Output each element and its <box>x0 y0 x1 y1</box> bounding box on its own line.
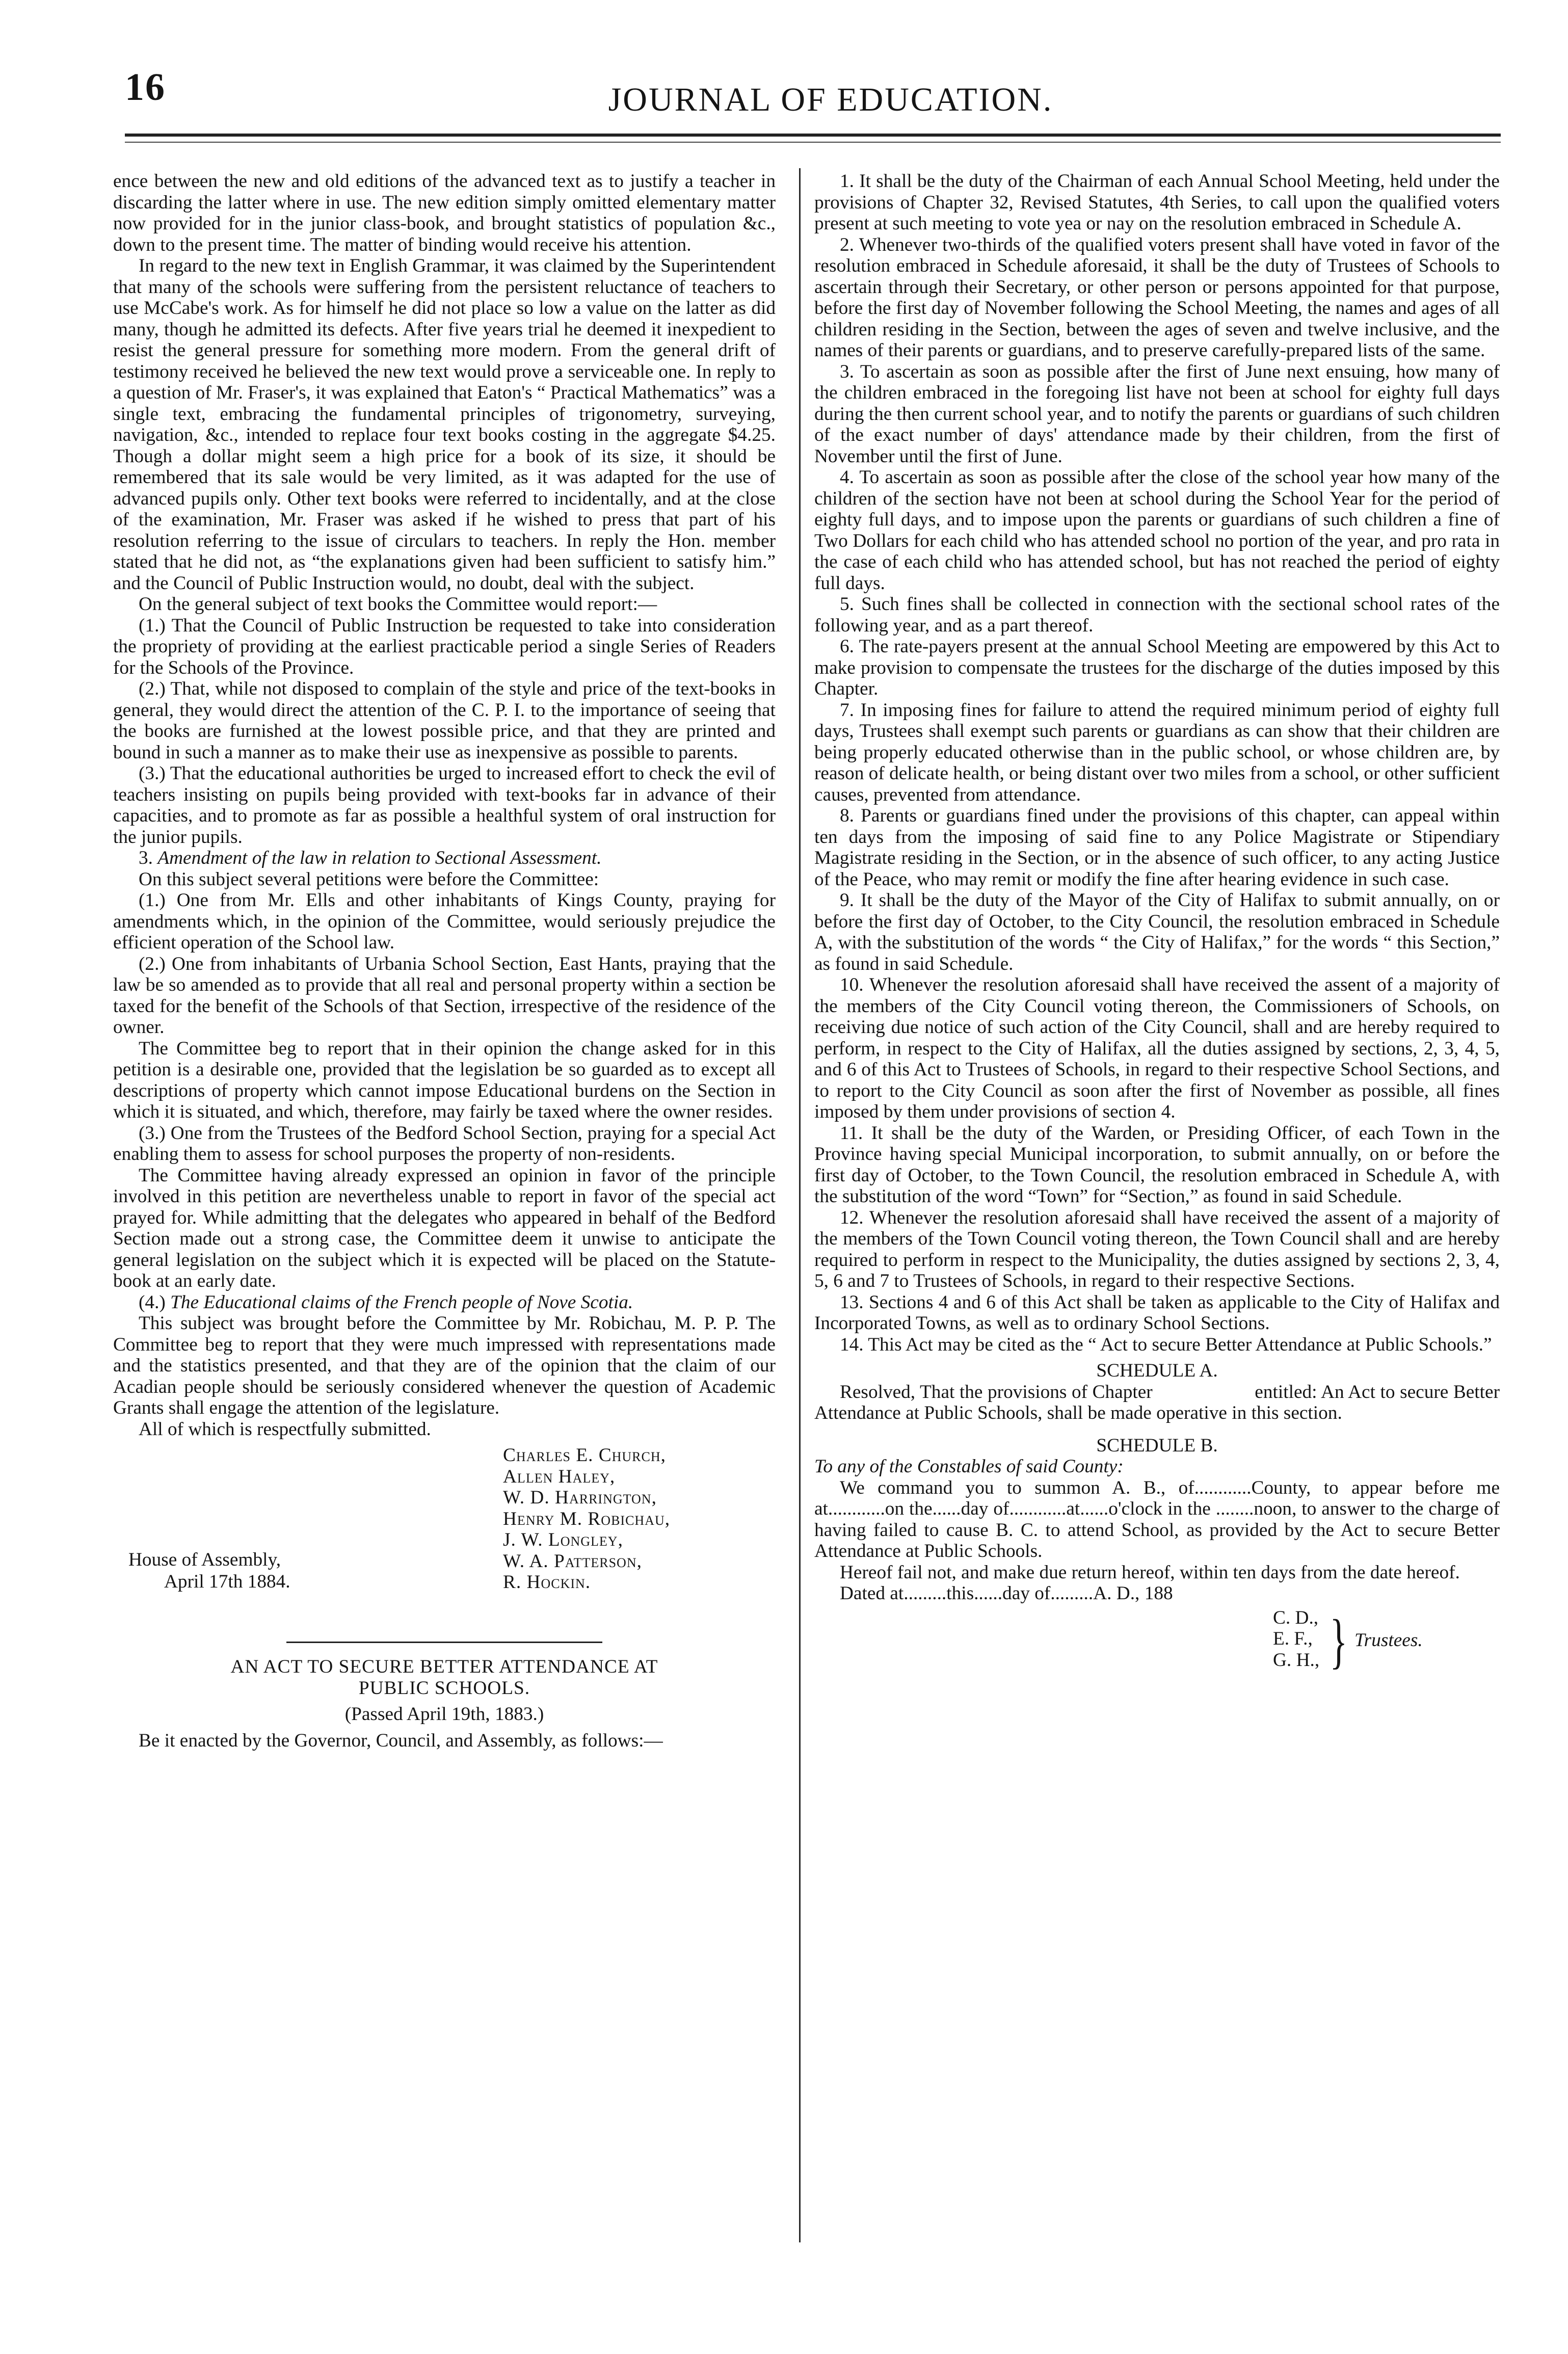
signer-name: Allen Haley, <box>503 1466 616 1487</box>
act-section-4: 4. To ascertain as soon as possible after the close of the school year how many of the children of the section have not been at school during the School Year for the period of eighty full days, and to impose upon the parents or guardians of such children a fine of Two Dollars for each child who has attended school no portion of the year, and pro rata in the case of each child who has attended school, but has not reached the period of eighty full days. <box>814 467 1500 594</box>
page-number: 16 <box>125 66 166 109</box>
schedule-a-title: SCHEDULE A. <box>1096 1360 1218 1381</box>
trustees-signature <box>814 1607 1500 1679</box>
trustees-label: Trustees. <box>1354 1629 1423 1651</box>
signer-name: W. D. Harrington, <box>503 1487 657 1508</box>
column-divider <box>799 168 801 2242</box>
act-title-line-1: AN ACT TO SECURE BETTER ATTENDANCE AT <box>230 1656 658 1677</box>
schedule-b-return: Hereof fail not, and make due return hereof, within ten days from the date hereof. <box>840 1562 1460 1583</box>
petition-3: (3.) One from the Trustees of the Bedford School Section, praying for a special Act enabling them to assess for school purposes the property of non-residents. <box>113 1122 776 1165</box>
section-heading-text: Amendment of the law in relation to Sectional Assessment. <box>157 848 602 868</box>
act-section-6: 6. The rate-payers present at the annual School Meeting are empowered by this Act to make provision to compensate the trustees for the discharge of the duties imposed by this Chapter. <box>814 636 1500 699</box>
schedule-b-address-text: To any of the Constables of said County: <box>814 1456 1124 1477</box>
section-heading-sectional-assessment <box>113 848 776 869</box>
recommendation-3: (3.) That the educational authorities be urged to increased effort to check the evil of teachers insisting on pupils being provided with text-books far in advance of their capacities, and to promote as far as possible a healthful system of oral instruction for the junior pupils. <box>113 763 776 848</box>
act-section-5: 5. Such fines shall be collected in connection with the sectional school rates of the following year, and as a part thereof. <box>814 594 1500 636</box>
act-section-2: 2. Whenever two-thirds of the qualified voters present shall have voted in favor of the resolution embraced in Schedule aforesaid, it shall be the duty of Trustees of Schools to ascertain through their Secretary, or other person or persons appointed for that purpose, before the first day of November following the School Meeting, the names and ages of all children residing in the Section, between the ages of seven and twelve inclusive, and the names of their parents or guardians, and to preserve carefully-prepared lists of the same. <box>814 234 1500 361</box>
schedule-b-summons: We command you to summon A. B., of............County, to appear before me at............on the......day of............at......o'clock in the ........noon, to answer to the charge of having failed to cause B. C. to attend School, as provided by the Act to secure Better Attendance at Public Schools. <box>814 1477 1500 1562</box>
paragraph-english-grammar: In regard to the new text in English Grammar, it was claimed by the Superintendent that many of the schools were suffering from the persistent reluctance of teachers to use McCabe's work. As for himself he did not place so low a value on the latter as did many, though he admitted its defects. After five years trial he deemed it inexpedient to resist the general pressure for something more modern. From the general drift of testimony received he believed the new text would prove a serviceable one. In reply to a question of Mr. Fraser's, it was explained that Eaton's “ Practical Mathematics” was a single text, embracing the fundamental principles of trigonometry, surveying, navigation, &c., intended to replace four text books costing in the aggregate $4.25. Though a dollar might seem a high price for a book of its size, it should be remembered that its sale would be very limited, as it was adapted for the use of advanced pupils only. Other text books were referred to incidentally, and at the close of the examination, Mr. Fraser was asked if he wished to press that part of his resolution referring to the issue of circulars to teachers. In reply the Hon. member stated that he did not, as “the explanations given had been sufficient to satisfy him.” and the Council of Public Instruction would, no doubt, deal with the subject. <box>113 255 776 594</box>
act-section-14: 14. This Act may be cited as the “ Act to secure Better Attendance at Public Schools.” <box>840 1334 1492 1355</box>
trustee-initials: E. F., <box>1273 1628 1313 1649</box>
trustee-names <box>1273 1607 1319 1671</box>
schedule-a-text: Resolved, That the provisions of Chapter entitled: An Act to secure Better Attendance at Public Schools, shall be made operative in this section. <box>814 1381 1500 1423</box>
act-section-9: 9. It shall be the duty of the Mayor of the City of Halifax to submit annually, on or before the first day of October, to the City Council, the resolution embraced in Schedule A, with the substitution of the words “ the City of Halifax,” for the words “ this Section,” as found in said Schedule. <box>814 890 1500 974</box>
act-section-3: 3. To ascertain as soon as possible after the first of June next ensuing, how many of the children embraced in the foregoing list have not been at school for eighty full days during the then current school year, and to notify the parents or guardians of such children of the exact number of days' attendance made by their children, from the first of November until the first of June. <box>814 361 1500 467</box>
trustee-initials: G. H., <box>1273 1649 1320 1671</box>
act-section-1: 1. It shall be the duty of the Chairman of each Annual School Meeting, held under the provisions of Chapter 32, Revised Statutes, 4th Series, to call upon the qualified voters present at such meeting to vote yea or nay on the resolution embraced in Schedule A. <box>814 171 1500 234</box>
paragraph-acadian-claims: This subject was brought before the Committee by Mr. Robichau, M. P. P. The Committee beg to report that they were much impressed with representations made and the statistics presented, and that they are of the opinion that the claim of our Acadian people should be seriously considered whenever the question of Academic Grants shall engage the attention of the legislature. <box>113 1313 776 1418</box>
act-section-10: 10. Whenever the resolution aforesaid shall have received the assent of a majority of the members of the City Council voting thereon, the Commissioners of Schools, on receiving due notice of such action of the City Council, shall and are hereby required to perform, in respect to the City of Halifax, all the duties assigned by sections, 2, 3, 4, 5, and 6 of this Act to Trustees of Schools, in regard to their respective School Sections, and to report to the City Council as soon after the first of November as possible, all fines imposed by them under provisions of section 4. <box>814 974 1500 1122</box>
paragraph-submitted: All of which is respectfully submitted. <box>139 1418 431 1440</box>
signer-name: Charles E. Church, <box>503 1445 666 1466</box>
act-section-12: 12. Whenever the resolution aforesaid shall have received the assent of a majority of the members of the Town Council voting thereon, the Town Council shall and are hereby required to perform in respect to the Municipality, the duties assigned by sections 2, 3, 4, 5, 6 and 7 to Trustees of Schools, in regard to their respective Sections. <box>814 1207 1500 1291</box>
paragraph-new-editions: ence between the new and old editions of the advanced text as to justify a teacher in discarding the latter where in use. The new edition simply omitted elementary matter now provided for in the junior class-book, and brought statistics of population &c., down to the present time. The matter of binding would receive his attention. <box>113 171 776 255</box>
section-heading-french-claims <box>113 1292 776 1313</box>
section-heading-text: The Educational claims of the French people of Nove Scotia. <box>170 1291 633 1313</box>
signers-list <box>503 1445 670 1593</box>
act-section-8: 8. Parents or guardians fined under the provisions of this chapter, can appeal within ten days from the imposing of said fine to any Police Magistrate or Stipendiary Magistrate residing in the Section, or in the absence of such officer, to any acting Justice of the Peace, who may remit or modify the fine after hearing evidence in such case. <box>814 805 1500 890</box>
header-rule-thick <box>125 134 1501 137</box>
house-of-assembly: House of Assembly, <box>128 1549 281 1570</box>
act-section-7: 7. In imposing fines for failure to attend the required minimum period of eighty full days, Trustees shall exempt such parents or guardians as can show that their children are being properly educated otherwise than in the public school, or whose children are, by reason of delicate health, or being distant over two miles from a school, or other sufficient causes, prevented from attendance. <box>814 699 1500 805</box>
signer-name: J. W. Longley, <box>503 1529 623 1550</box>
report-date: April 17th 1884. <box>164 1571 290 1592</box>
section-heading-number: (4.) <box>139 1291 166 1313</box>
act-title-line-2: PUBLIC SCHOOLS. <box>358 1677 530 1699</box>
signer-name: W. A. Patterson, <box>503 1550 642 1572</box>
schedule-b-dated: Dated at.........this......day of.........A. D., 188 <box>840 1583 1173 1604</box>
section-rule <box>286 1642 602 1643</box>
signer-name: Henry M. Robichau, <box>503 1508 671 1529</box>
running-head-title: JOURNAL OF EDUCATION. <box>608 81 1053 118</box>
signer-name: R. Hockin. <box>503 1572 591 1593</box>
trustee-initials: C. D., <box>1273 1607 1319 1628</box>
signature-block <box>113 1445 776 1628</box>
paragraph-bedford-section: The Committee having already expressed an opinion in favor of the principle involved in this petition are nevertheless unable to report in favor of the special act prayed for. While admitting that the delegates who appeared in behalf of the Bedford Section made out a strong case, the Committee deem it unwise to anticipate the general legislation on the subject which it is expected will be placed on the Statute-book at an early date. <box>113 1165 776 1291</box>
paragraph-text-books-report: On the general subject of text books the Committee would report:— <box>139 594 657 615</box>
act-section-11: 11. It shall be the duty of the Warden, or Presiding Officer, of each Town in the Province having special Municipal incorporation, to submit annually, on or before the first day of October, to the Town Council, the resolution embraced in Schedule A, with the substitution of the word “Town” for “Section,” as found in said Schedule. <box>814 1122 1500 1207</box>
enacting-clause: Be it enacted by the Governor, Council, and Assembly, as follows:— <box>139 1730 663 1751</box>
petition-2: (2.) One from inhabitants of Urbania School Section, East Hants, praying that the law be so amended as to provide that all real and personal property within a section be taxed for the benefit of the Schools of that Section, irrespective of the residence of the owner. <box>113 953 776 1038</box>
petition-1: (1.) One from Mr. Ells and other inhabitants of Kings County, praying for amendments which, in the opinion of the Committee, would seriously prejudice the efficient operation of the School law. <box>113 890 776 953</box>
recommendation-2: (2.) That, while not disposed to complain of the style and price of the text-books in general, they would direct the attention of the C. P. I. to the importance of seeing that the books are furnished at the lowest possible price, and that they are printed and bound in such a manner as to make their use as inexpensive as possible to parents. <box>113 678 776 763</box>
right-column <box>814 171 1500 1679</box>
brace-glyph: } <box>1330 1606 1348 1675</box>
act-passed-date: (Passed April 19th, 1883.) <box>344 1704 544 1725</box>
act-section-13: 13. Sections 4 and 6 of this Act shall be taken as applicable to the City of Halifax and Incorporated Towns, as well as to ordinary School Sections. <box>814 1291 1500 1334</box>
schedule-b-title: SCHEDULE B. <box>1096 1435 1218 1456</box>
header-rule-thin <box>125 142 1501 143</box>
recommendation-1: (1.) That the Council of Public Instruction be requested to take into consideration the propriety of providing at the earliest practicable period a single Series of Readers for the Schools of the Province. <box>113 615 776 678</box>
left-column <box>113 171 776 1751</box>
section-heading-number: 3. <box>139 848 153 868</box>
paragraph-petitions-intro: On this subject several petitions were before the Committee: <box>139 868 599 890</box>
schedule-b-address <box>814 1456 1500 1477</box>
paragraph-committee-opinion: The Committee beg to report that in their opinion the change asked for in this petition is a desirable one, provided that the legislation be so guarded as to except all descriptions of property which cannot impose Educational burdens on the Section in which it is situated, and which, therefore, may fairly be taxed where the owner resides. <box>113 1038 776 1122</box>
